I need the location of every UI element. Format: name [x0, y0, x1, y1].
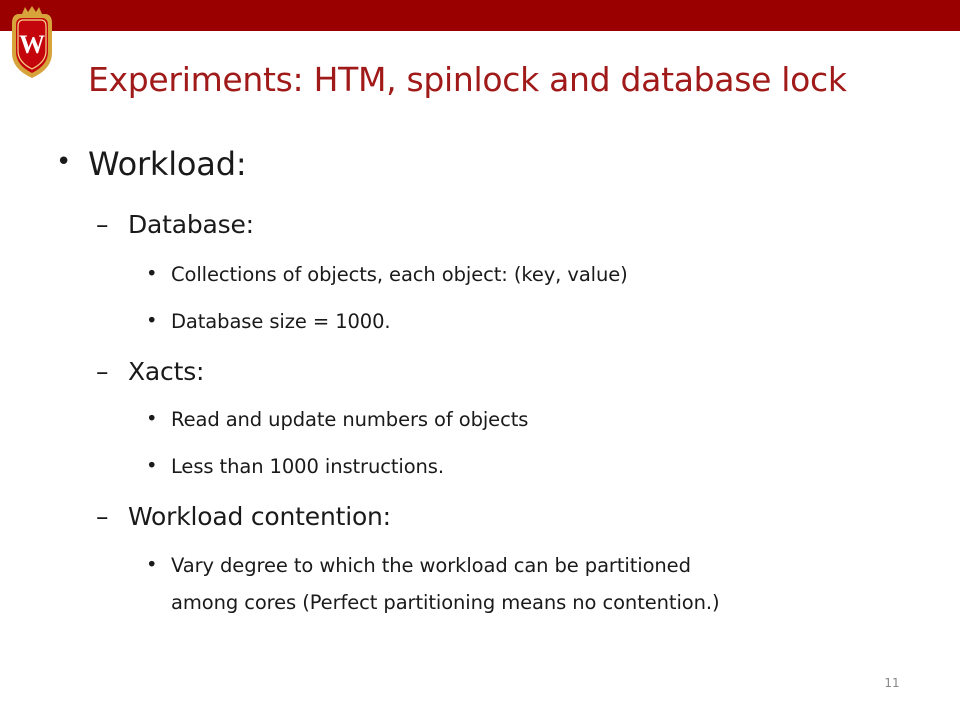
detail-bullet-text: Read and update numbers of objects	[171, 408, 529, 431]
dash-marker: –	[96, 210, 109, 239]
detail-bullet-text: Collections of objects, each object: (key, value)	[171, 263, 628, 286]
bullet-marker: •	[146, 309, 158, 332]
dash-marker: –	[96, 357, 109, 386]
detail-bullet-text: Less than 1000 instructions.	[171, 455, 444, 478]
sub-bullet-database	[96, 210, 254, 239]
detail-bullet	[146, 454, 444, 478]
bullet-workload	[56, 145, 247, 183]
bullet-marker: •	[146, 262, 158, 285]
dash-marker: –	[96, 502, 109, 531]
sub-bullet-text: Xacts:	[128, 357, 205, 386]
detail-bullet-text: Database size = 1000.	[171, 310, 391, 333]
page-number: 11	[884, 676, 900, 690]
detail-bullet	[146, 262, 628, 286]
sub-bullet-text: Workload contention:	[128, 502, 391, 531]
bullet-text: Workload:	[88, 145, 247, 183]
bullet-marker: •	[146, 553, 158, 576]
bullet-marker: •	[56, 147, 72, 177]
sub-bullet-xacts	[96, 357, 205, 386]
detail-bullet-continuation: among cores (Perfect partitioning means no contention.)	[171, 591, 720, 614]
detail-bullet	[146, 309, 391, 333]
sub-bullet-text: Database:	[128, 210, 254, 239]
detail-bullet	[146, 407, 529, 431]
detail-bullet	[146, 553, 691, 577]
bullet-marker: •	[146, 454, 158, 477]
slide-title: Experiments: HTM, spinlock and database lock	[88, 60, 847, 99]
detail-bullet-text: Vary degree to which the workload can be partitioned	[171, 554, 691, 577]
sub-bullet-workload-contention	[96, 502, 391, 531]
bullet-marker: •	[146, 407, 158, 430]
svg-text:W: W	[19, 30, 45, 59]
